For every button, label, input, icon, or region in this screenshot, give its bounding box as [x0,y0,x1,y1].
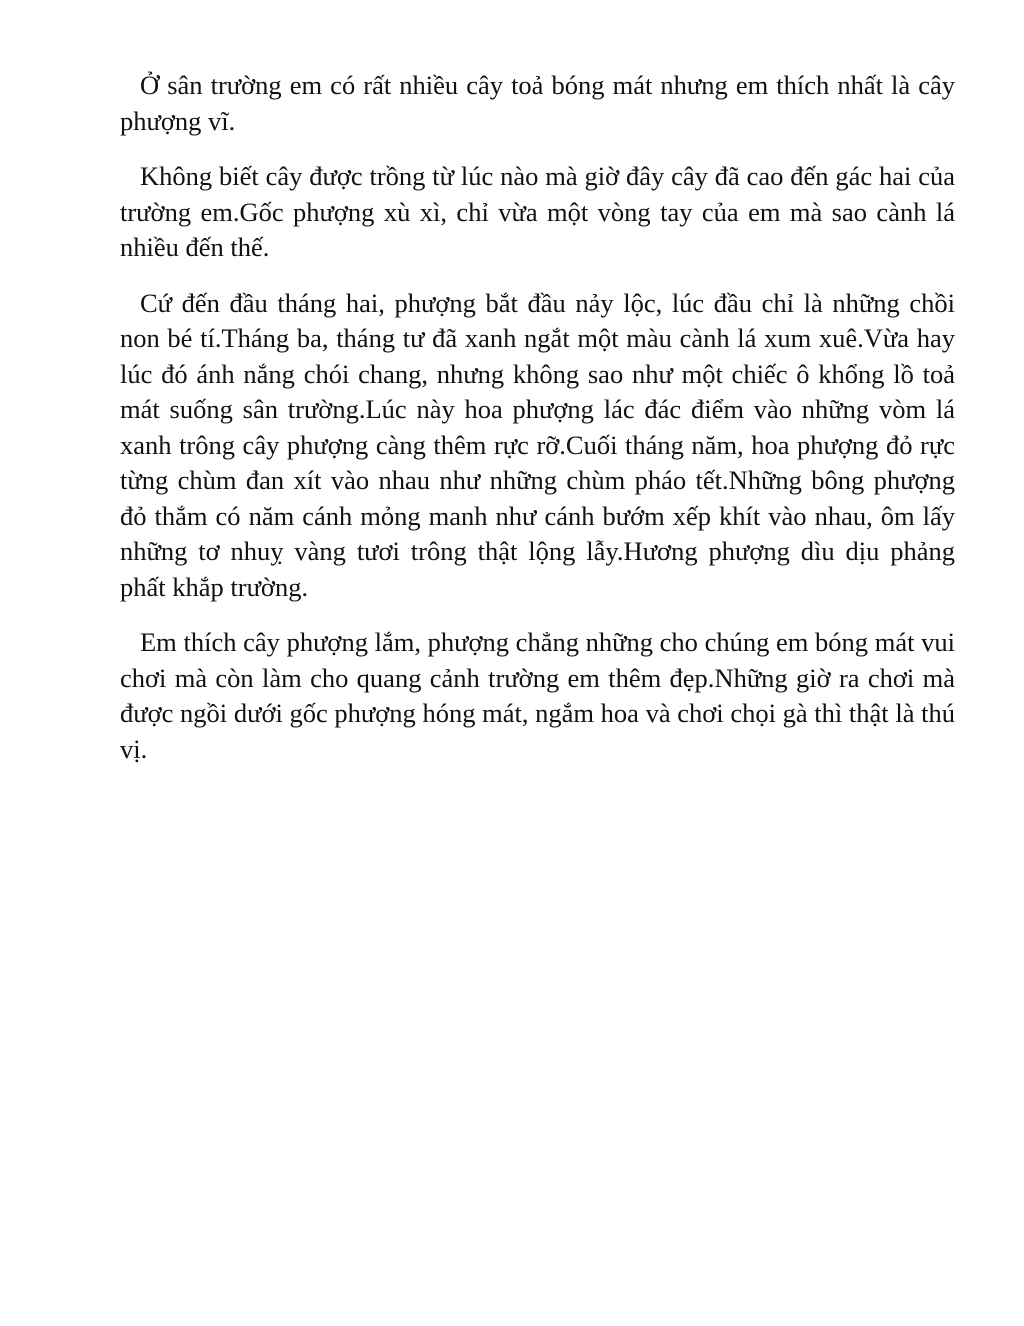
paragraph-intro: Ở sân trường em có rất nhiều cây toả bóng mát nhưng em thích nhất là cây phượng vĩ. [120,70,955,136]
paragraph-tree-description: Không biết cây được trồng từ lúc nào mà giờ đây cây đã cao đến gác hai của trường em.Gốc phượng xù xì, chỉ vừa một vòng tay của em mà sao cành lá nhiều đến thế. [120,161,955,262]
paragraph-seasons: Cứ đến đầu tháng hai, phượng bắt đầu nảy lộc, lúc đầu chỉ là những chồi non bé tí.Tháng ba, tháng tư đã xanh ngắt một màu cành lá xum xuê.Vừa hay lúc đó ánh nắng chói chang, nhưng không sao như một chiếc ô khổng lồ toả mát suống sân trường.Lúc này hoa phượng lác đác điểm vào những vòm lá xanh trông cây phượng càng thêm rực rỡ.Cuối tháng năm, hoa phượng đỏ rực từng chùm đan xít vào nhau như những chùm pháo tết.Những bông phượng đỏ thắm có năm cánh mỏng manh như cánh bướm xếp khít vào nhau, ôm lấy những tơ nhuỵ vàng tươi trông thật lộng lẫy.Hương phượng dìu dịu phảng phất khắp trường. [120,287,955,602]
paragraph-conclusion: Em thích cây phượng lắm, phượng chẳng những cho chúng em bóng mát vui chơi mà còn làm cho quang cảnh trường em thêm đẹp.Những giờ ra chơi mà được ngồi dưới gốc phượng hóng mát, ngắm hoa và chơi chọi gà thì thật là thú vị. [120,627,955,764]
document-page [120,68,955,787]
